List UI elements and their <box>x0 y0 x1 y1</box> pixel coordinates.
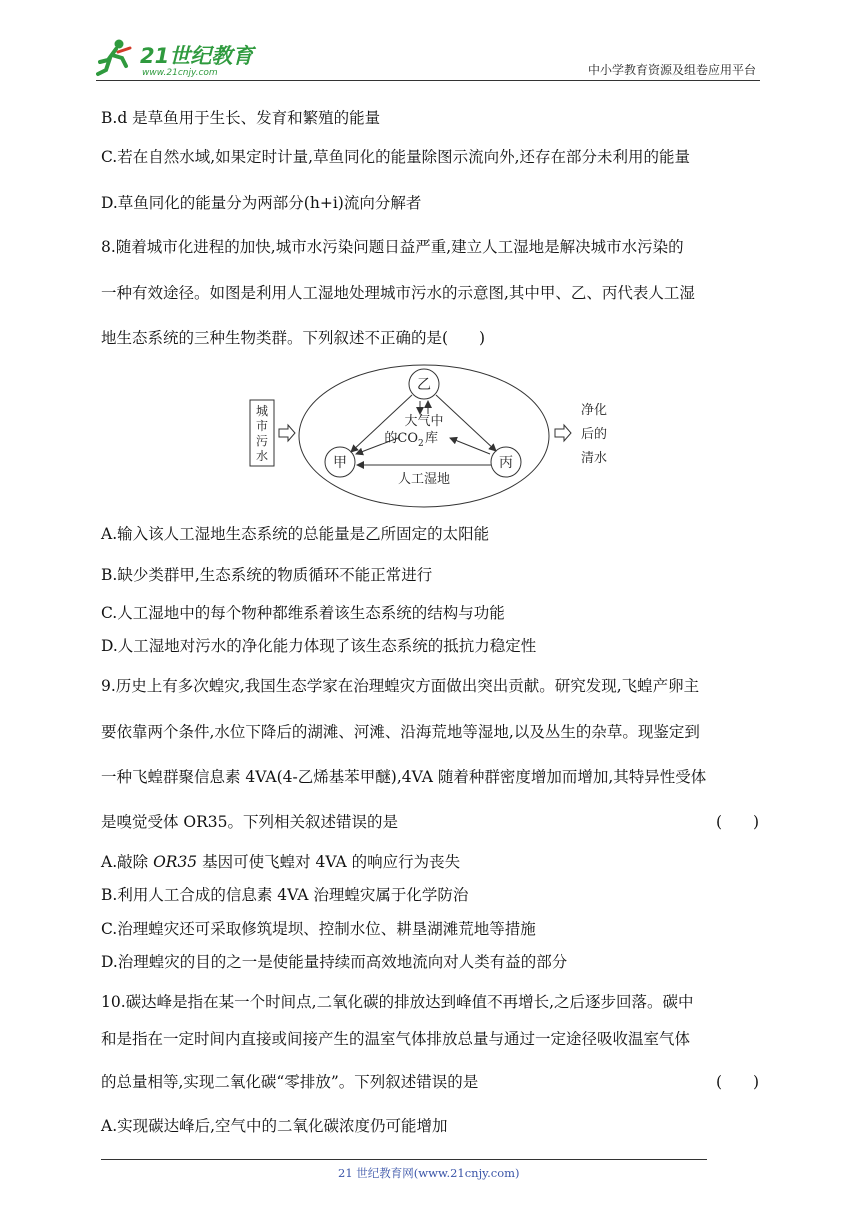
svg-text:乙: 乙 <box>417 377 431 393</box>
footer-text: 21 世纪教育网(www.21cnjy.com) <box>338 1166 520 1180</box>
svg-text:大气中: 大气中 <box>404 414 444 429</box>
q9-option-d: D.治理蝗灾的目的之一是使能量持续而高效地流向对人类有益的部分 <box>101 953 568 971</box>
q9-stem-line-2: 要依靠两个条件,水位下降后的湖滩、河滩、沿海荒地等湿地,以及丛生的杂草。现鉴定到 <box>101 723 700 741</box>
q9-answer-blank: ( ) <box>716 813 760 831</box>
q7-option-c: C.若在自然水域,如果定时计量,草鱼同化的能量除图示流向外,还存在部分未利用的能量 <box>101 148 691 166</box>
q7-option-d: D.草鱼同化的能量分为两部分(h+i)流向分解者 <box>101 194 422 212</box>
q10-stem-line-1: 10.碳达峰是指在某一个时间点,二氧化碳的排放达到峰值不再增长,之后逐步回落。碳中 <box>101 993 694 1011</box>
platform-name: 中小学教育资源及组卷应用平台 <box>587 63 756 77</box>
q10-answer-blank: ( ) <box>716 1073 760 1091</box>
q8-option-d: D.人工湿地对污水的净化能力体现了该生态系统的抵抗力稳定性 <box>101 637 537 655</box>
q9-option-a: A.敲除 OR35 基因可使飞蝗对 4VA 的响应行为丧失 <box>101 853 461 871</box>
q9-stem-line-1: 9.历史上有多次蝗灾,我国生态学家在治理蝗灾方面做出突出贡献。研究发现,飞蝗产卵主 <box>101 677 700 695</box>
svg-text:后的: 后的 <box>580 427 608 442</box>
inflow-arrow-icon <box>279 425 295 441</box>
footer-divider <box>101 1159 707 1160</box>
page-header <box>96 36 760 82</box>
svg-text:丙: 丙 <box>499 455 513 471</box>
q9-stem-line-4: 是嗅觉受体 OR35。下列相关叙述错误的是 <box>101 813 399 831</box>
q9-option-c: C.治理蝗灾还可采取修筑堤坝、控制水位、耕垦湖滩荒地等措施 <box>101 920 536 938</box>
gene-name: OR35 <box>153 853 198 871</box>
q8-stem-line-1: 8.随着城市化进程的加快,城市水污染问题日益严重,建立人工湿地是解决城市水污染的 <box>101 238 684 256</box>
arrow-yi-to-bing <box>436 395 496 451</box>
q10-stem-line-3: 的总量相等,实现二氧化碳“零排放”。下列叙述错误的是 <box>101 1073 479 1091</box>
svg-text:水: 水 <box>255 449 269 463</box>
svg-text:www.21cnjy.com: www.21cnjy.com <box>142 68 218 78</box>
runner-icon <box>98 40 130 75</box>
outflow-arrow-icon <box>555 425 571 441</box>
svg-text:城: 城 <box>255 404 269 418</box>
q9-stem-line-3: 一种飞蝗群聚信息素 4VA(4-乙烯基苯甲醚),4VA 随着种群密度增加而增加,其特异性受体 <box>101 768 707 786</box>
svg-text:污: 污 <box>255 434 269 448</box>
wetland-diagram <box>248 362 618 508</box>
q10-stem-line-2: 和是指在一定时间内直接或间接产生的温室气体排放总量与通过一定途径吸收温室气体 <box>101 1030 691 1048</box>
q9-option-b: B.利用人工合成的信息素 4VA 治理蝗灾属于化学防治 <box>101 886 469 904</box>
svg-text:净化: 净化 <box>580 403 608 418</box>
q10-option-a: A.实现碳达峰后,空气中的二氧化碳浓度仍可能增加 <box>101 1117 448 1135</box>
svg-text:人工湿地: 人工湿地 <box>397 472 451 487</box>
q8-stem-line-3: 地生态系统的三种生物类群。下列叙述不正确的是( ) <box>101 329 486 347</box>
q7-option-b: B.d 是草鱼用于生长、发育和繁殖的能量 <box>101 109 381 127</box>
svg-text:库: 库 <box>425 431 439 446</box>
site-logo <box>96 36 266 80</box>
svg-text:清水: 清水 <box>580 451 608 466</box>
svg-text:甲: 甲 <box>333 455 347 471</box>
svg-text:市: 市 <box>255 419 269 433</box>
q8-option-c: C.人工湿地中的每个物种都维系着该生态系统的结构与功能 <box>101 604 505 622</box>
q8-stem-line-2: 一种有效途径。如图是利用人工湿地处理城市污水的示意图,其中甲、乙、丙代表人工湿 <box>101 284 695 302</box>
header-divider <box>96 80 760 81</box>
svg-text:2: 2 <box>418 439 424 449</box>
q8-option-b: B.缺少类群甲,生态系统的物质循环不能正常进行 <box>101 566 433 584</box>
svg-text:的CO: 的CO <box>384 431 418 446</box>
svg-text:21世纪教育: 21世纪教育 <box>140 44 254 68</box>
q8-option-a: A.输入该人工湿地生态系统的总能量是乙所固定的太阳能 <box>101 525 490 543</box>
